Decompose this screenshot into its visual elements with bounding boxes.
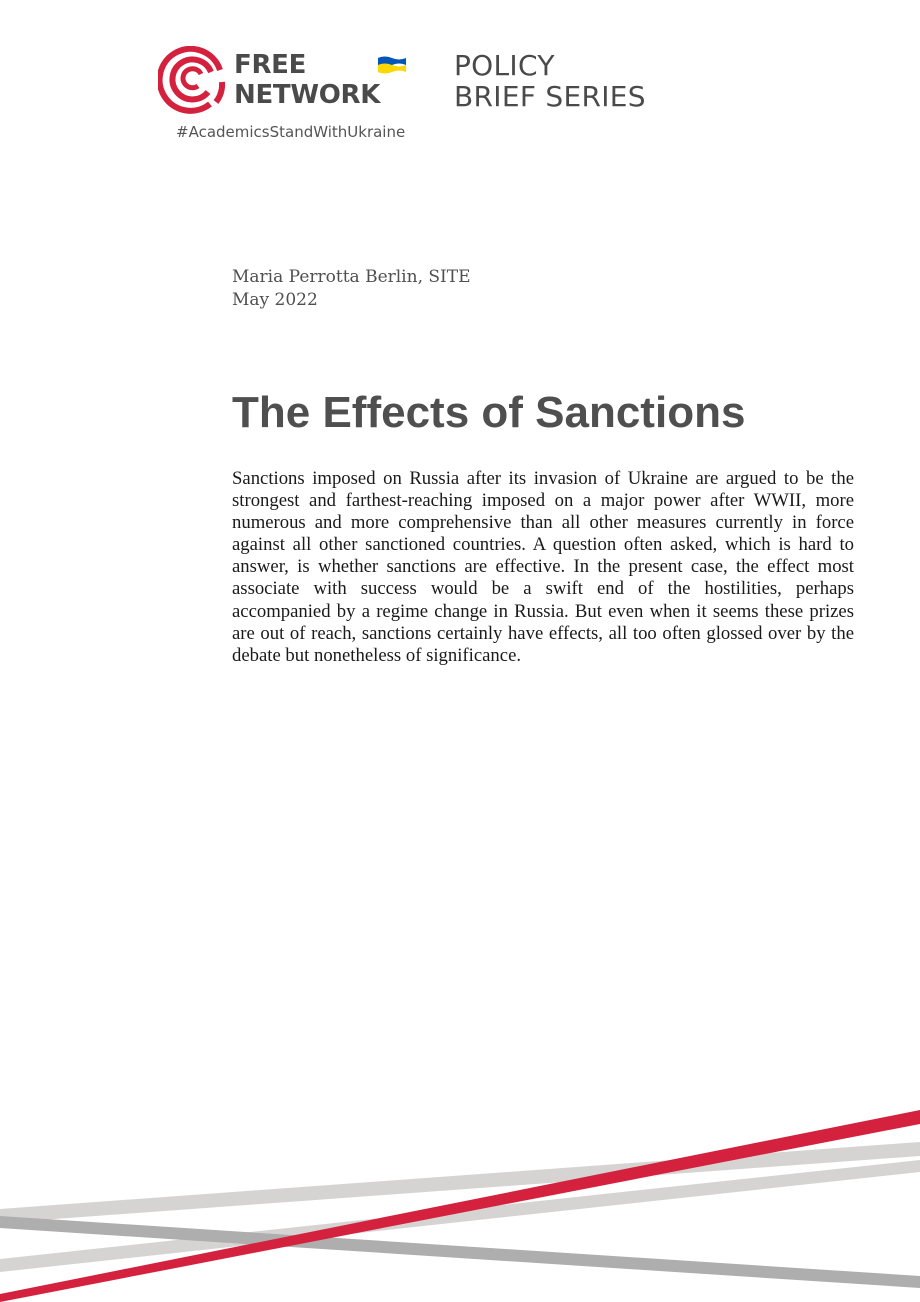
free-network-logo-icon [158, 46, 228, 116]
author-name: Maria Perrotta Berlin, SITE [232, 267, 471, 287]
series-title [454, 50, 646, 112]
page-header [158, 44, 678, 154]
abstract-paragraph: Sanctions imposed on Russia after its invasion of Ukraine are argued to be the strongest and farthest-reaching imposed on a major power after WWII, more numerous and more comprehensive than all other measures currently in force against all other sanctioned countries. A question often asked, which is hard to answer, is whether sanctions are effective. In the present case, the effect most associate with success would be a swift end of the hostilities, perhaps accompanied by a regime change in Russia. But even when it seems these prizes are out of reach, sanctions certainly have effects, all too often glossed over by the debate but nonetheless of significance. [232, 468, 854, 666]
brand-line-network: NETWORK [234, 80, 381, 110]
brand-name [234, 50, 380, 110]
series-line-policy: POLICY [454, 49, 555, 82]
publication-date: May 2022 [232, 290, 318, 310]
document-title: The Effects of Sanctions [232, 388, 746, 437]
ukraine-flag-icon [378, 56, 406, 74]
author-block [232, 266, 471, 312]
hashtag: #AcademicsStandWithUkraine [176, 123, 406, 141]
series-line-brief: BRIEF SERIES [454, 80, 646, 113]
decorative-stripes [0, 1100, 920, 1302]
brand-line-free: FREE [234, 50, 307, 80]
